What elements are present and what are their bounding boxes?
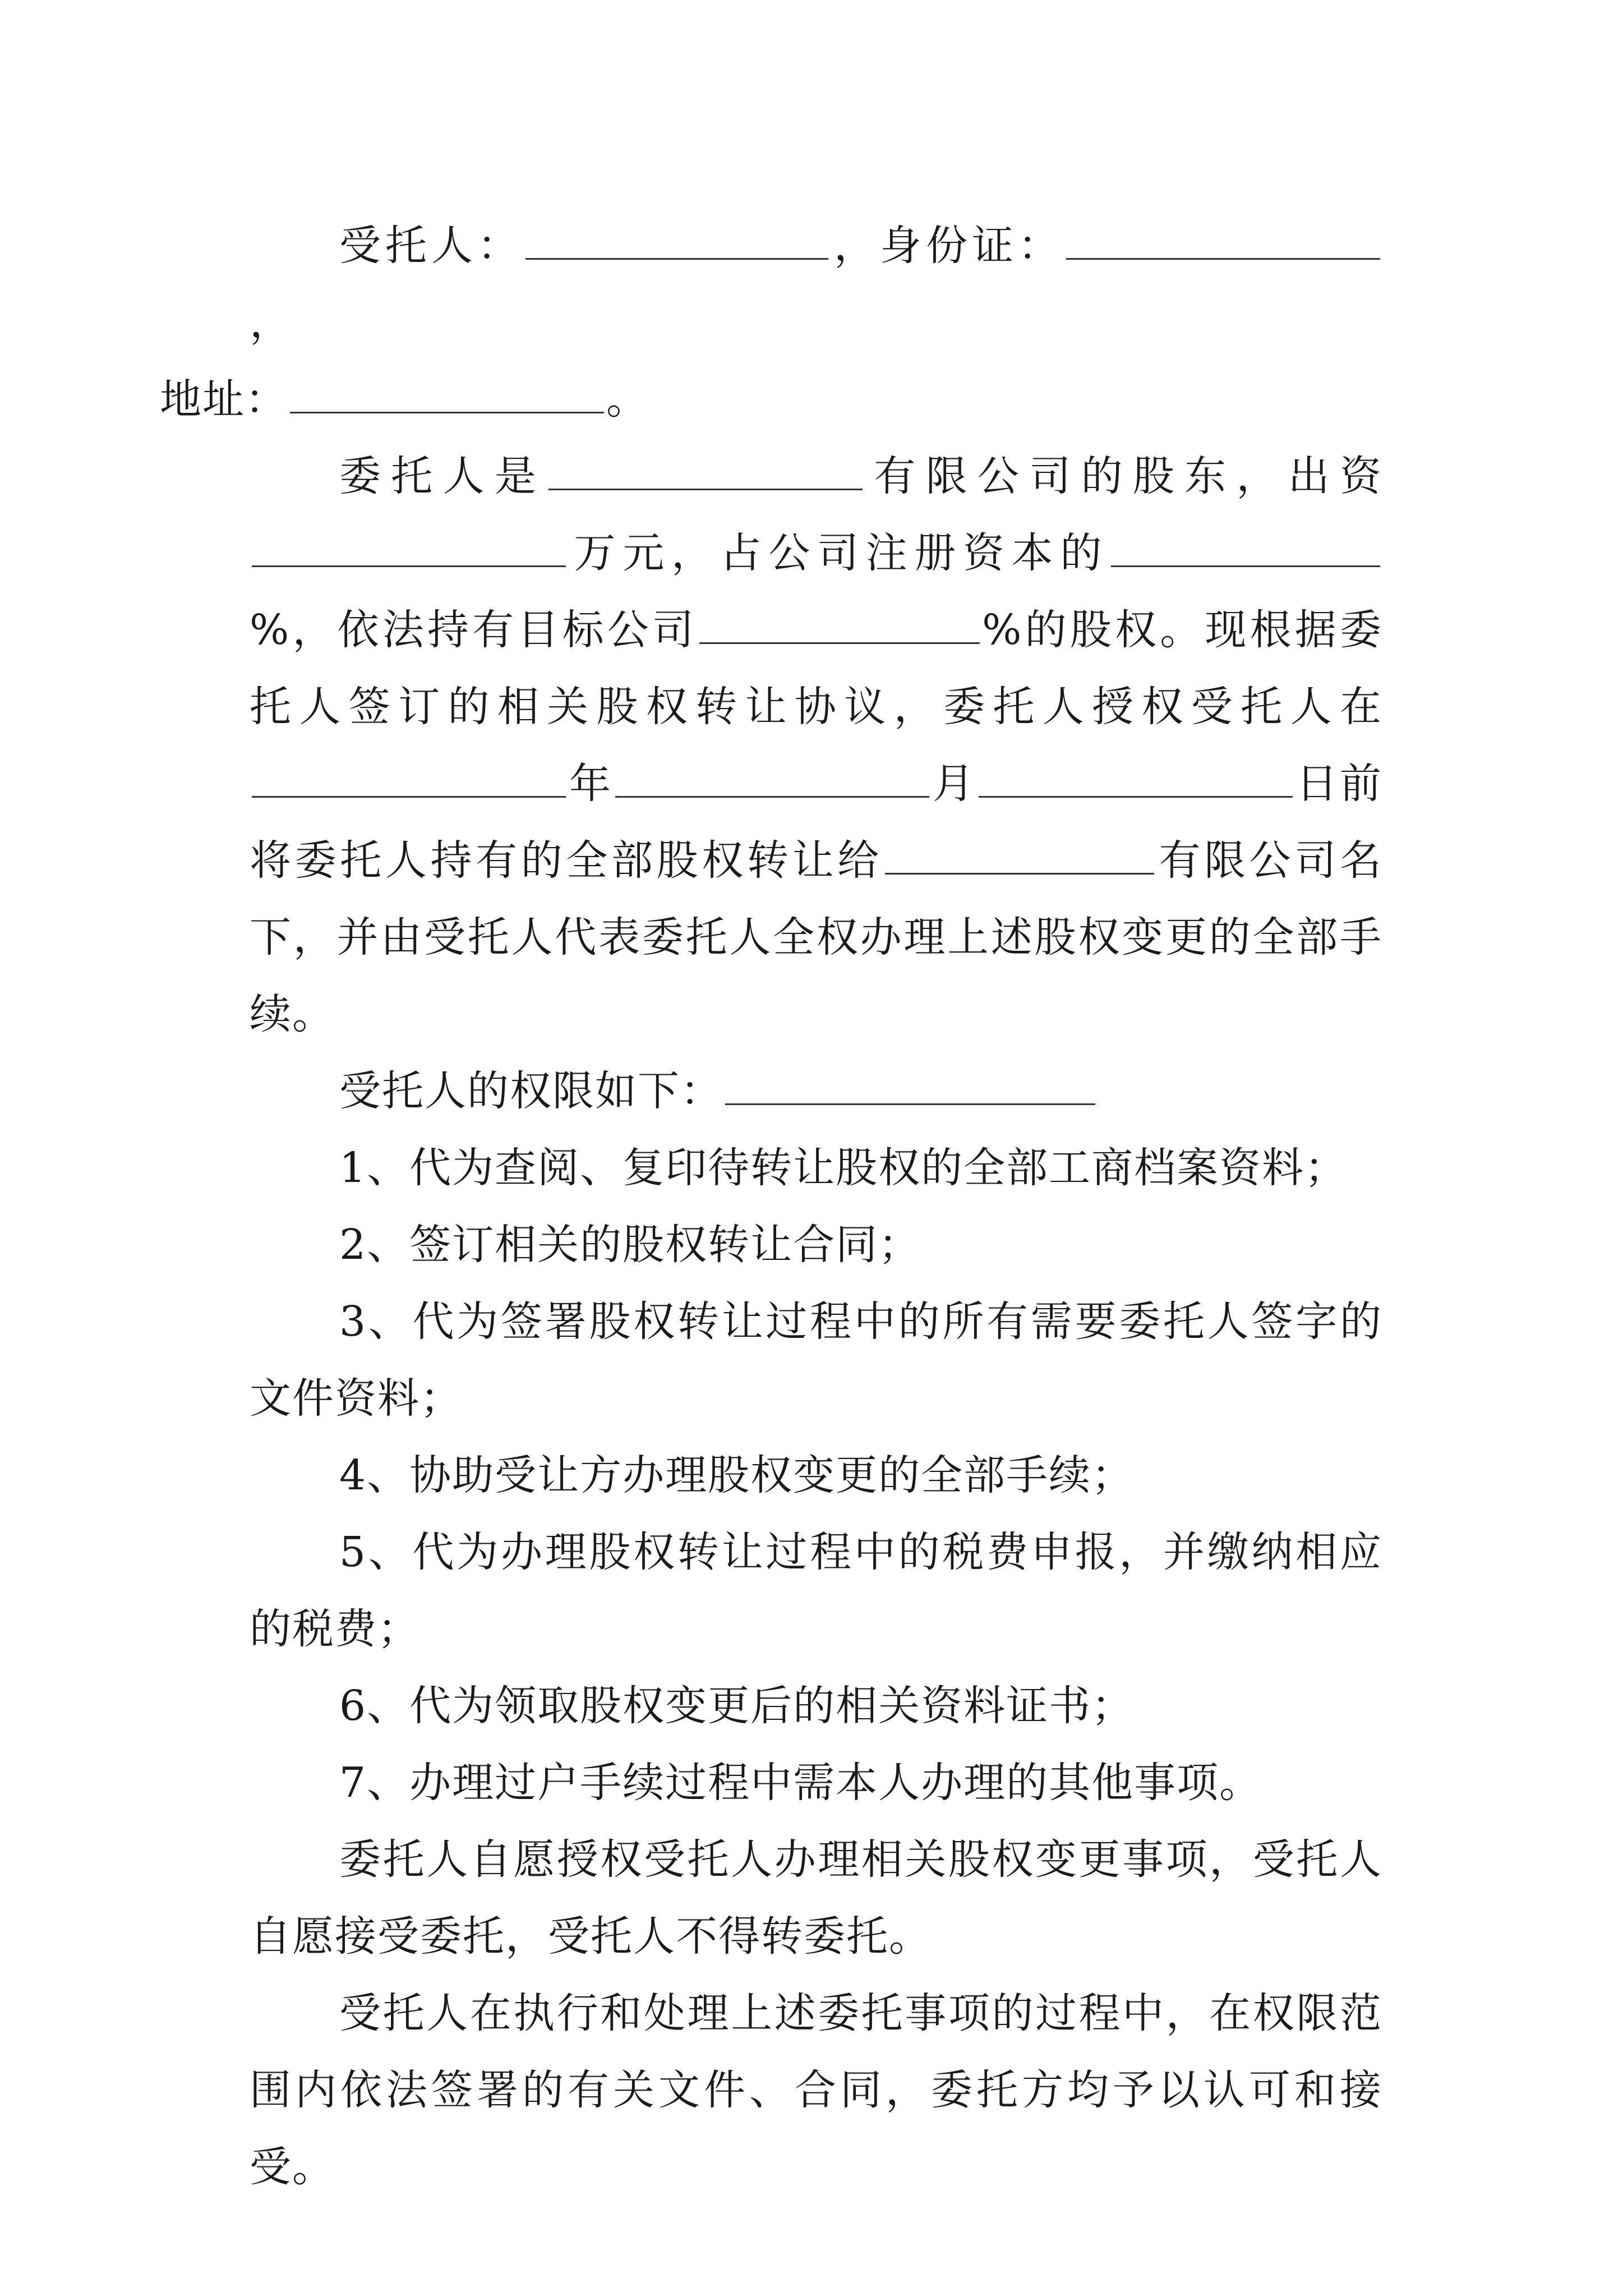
- transferee-company-blank: [885, 840, 1154, 875]
- period: 。: [606, 375, 649, 424]
- month-blank: [615, 763, 929, 798]
- voluntary-authorization-paragraph: 委托人自愿授权受托人办理相关股权变更事项，受托人自愿接受委托，受托人不得转委托。: [250, 1835, 1382, 1961]
- id-card-label: ，身份证：: [831, 222, 1064, 270]
- authority-item-4: 4、协助受让方办理股权变更的全部手续；: [339, 1451, 1135, 1499]
- authority-label: 受托人的权限如下：: [339, 1067, 723, 1115]
- authority-item-1: 1、代为查阅、复印待转让股权的全部工商档案资料；: [339, 1144, 1348, 1192]
- recognition-paragraph: 受托人在执行和处理上述委托事项的过程中，在权限范围内依法签署的有关文件、合同，委托方均予以认可和接受。: [250, 1989, 1382, 2191]
- year-blank: [252, 763, 566, 798]
- authority-heading-paragraph: [250, 1053, 1382, 1130]
- address-label: 地址：: [160, 375, 288, 424]
- clause-text: 有限公司的股东，出资: [865, 452, 1383, 500]
- equity-percent-blank: [699, 610, 980, 644]
- authority-blank: [725, 1071, 1095, 1105]
- clause-text: %，依法持有目标公司: [250, 606, 698, 654]
- trustee-info-paragraph: [160, 208, 1382, 438]
- authority-item-3: 3、代为签署股权转让过程中的所有需要委托人签字的文件资料；: [250, 1297, 1382, 1423]
- address-blank: [290, 379, 604, 413]
- document-body: [160, 208, 1383, 2206]
- authority-item-7: 7、办理过户手续过程中需本人办理的其他事项。: [339, 1759, 1262, 1807]
- clause-text: 日前将委托人持有的全部股权转让给: [250, 760, 1382, 885]
- authority-item-2: 2、签订相关的股权转让合同；: [339, 1221, 921, 1269]
- clause-text: 委托人是: [339, 452, 547, 500]
- year-label: 年: [568, 760, 613, 808]
- month-label: 月: [932, 760, 976, 808]
- comma: ，: [250, 298, 292, 347]
- clause-text: 万元，占公司注册资本的: [568, 529, 1109, 577]
- trustee-name-blank: [525, 226, 828, 260]
- id-card-blank: [1066, 226, 1380, 260]
- authority-item-6: 6、代为领取股权变更后的相关资料证书；: [339, 1682, 1135, 1730]
- company-name-blank: [548, 456, 863, 490]
- trustee-label: 受托人：: [339, 222, 523, 270]
- authorization-paragraph: [250, 438, 1382, 1053]
- day-blank: [979, 763, 1293, 798]
- capital-amount-blank: [252, 533, 566, 567]
- clause-text: 有限公司名下，并由受托人代表委托人全权办理上述股权变更的全部手续。: [250, 836, 1383, 1038]
- clause-text: %的股权。现根据委托人签订的相关股权转让协议，委托人授权受托人在: [250, 606, 1382, 731]
- capital-percent-blank: [1111, 533, 1380, 567]
- authority-item-5: 5、代为办理股权转让过程中的税费申报，并缴纳相应的税费；: [250, 1528, 1382, 1653]
